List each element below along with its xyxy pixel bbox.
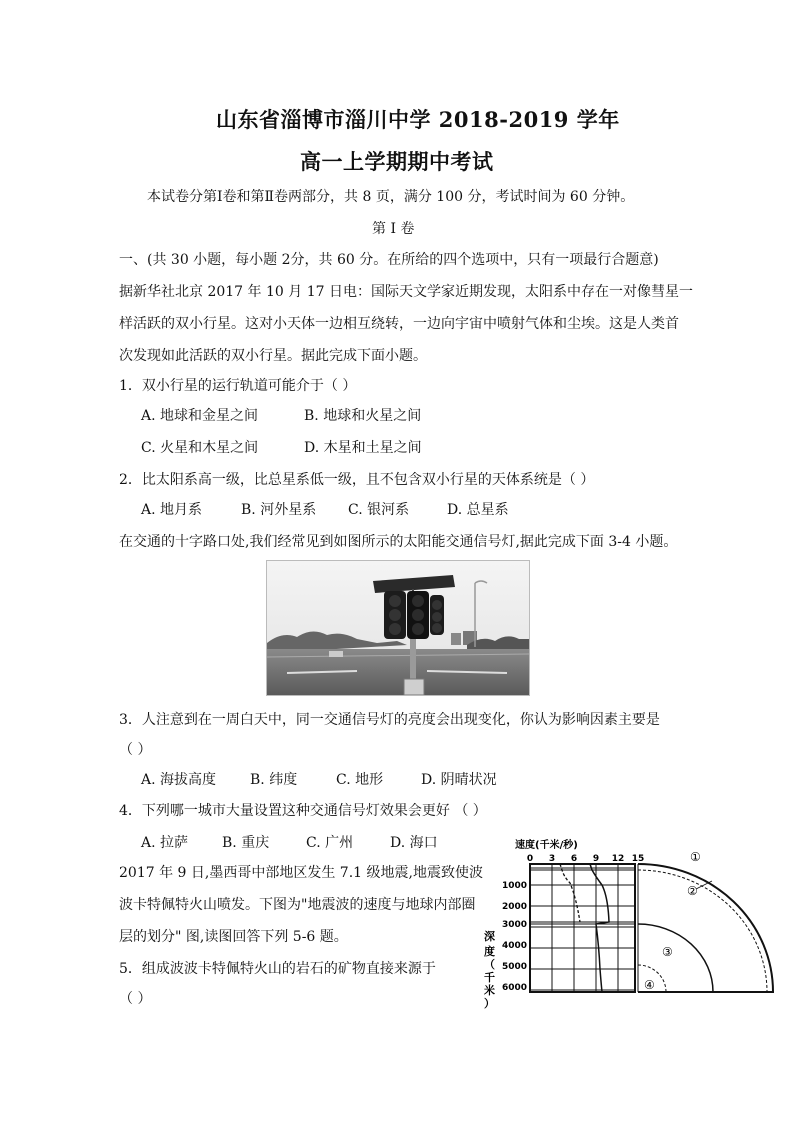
speed-tick: 0 <box>526 854 534 864</box>
q1-option-d: D. 木星和土星之间 <box>304 440 422 456</box>
question-3-stem: 3．人注意到在一周白天中，同一交通信号灯的亮度会出现变化，你认为影响因素主要是 <box>119 712 660 728</box>
q1-option-b: B. 地球和火星之间 <box>304 408 422 424</box>
question-5-stem: 5．组成波波卡特佩特火山的岩石的矿物直接来源于 <box>119 961 436 977</box>
depth-axis-label: 度 <box>484 945 495 958</box>
speed-depth-grid <box>530 864 638 992</box>
question-3-answer-blank: （ ） <box>119 742 152 758</box>
q4-option-c: C. 广州 <box>306 835 354 851</box>
layer-mark-2: ② <box>687 884 698 898</box>
passage-earthquake: 波卡特佩特火山喷发。下图为"地震波的速度与地球内部圈 <box>119 897 476 913</box>
volume-label: 第 Ⅰ 卷 <box>372 221 415 237</box>
q2-option-c: C. 银河系 <box>348 502 410 518</box>
q4-option-d: D. 海口 <box>390 835 438 851</box>
depth-axis-label: 千 <box>484 971 495 984</box>
passage-line: 次发现如此活跃的双小行星。据此完成下面小题。 <box>119 348 427 364</box>
q4-option-a: A. 拉萨 <box>141 835 189 851</box>
speed-tick: 9 <box>592 854 600 864</box>
title-line-2: 高一上学期期中考试 <box>300 149 494 174</box>
traffic-light-photo <box>266 560 530 696</box>
question-4-stem: 4．下列哪一城市大量设置这种交通信号灯效果会更好 （ ） <box>119 803 487 819</box>
depth-axis-label: 米 <box>484 984 495 997</box>
depth-tick: 4000 <box>501 941 527 951</box>
q1-option-a: A. 地球和金星之间 <box>141 408 259 424</box>
q3-option-c: C. 地形 <box>336 772 384 788</box>
speed-tick: 12 <box>611 854 625 864</box>
q3-option-a: A. 海拔高度 <box>141 772 217 788</box>
p-wave-curve <box>590 864 609 992</box>
depth-tick: 5000 <box>501 962 527 972</box>
speed-tick: 3 <box>548 854 556 864</box>
passage-earthquake: 2017 年 9 日,墨西哥中部地区发生 7.1 级地震,地震致使波 <box>119 865 483 881</box>
passage-traffic-light: 在交通的十字路口处,我们经常见到如图所示的太阳能交通信号灯,据此完成下面 3-4 小题。 <box>119 534 678 550</box>
layer-mark-4: ④ <box>644 978 655 992</box>
layer-mark-1: ① <box>690 850 701 864</box>
q2-option-d: D. 总星系 <box>447 502 509 518</box>
q2-option-b: B. 河外星系 <box>241 502 317 518</box>
question-5-answer-blank: （ ） <box>119 991 152 1007</box>
earth-layers-diagram <box>638 864 774 992</box>
section-heading: 一、(共 30 小题，每小题 2分，共 60 分。在所给的四个选项中，只有一项最行合题意) <box>119 252 659 268</box>
q2-option-a: A. 地月系 <box>141 502 203 518</box>
depth-tick: 3000 <box>501 920 527 930</box>
solar-traffic-light-icon <box>267 561 529 695</box>
title-line-1: 山东省淄博市淄川中学 2018-2019 学年 <box>216 107 620 132</box>
passage-line: 样活跃的双小行星。这对小天体一边相互绕转，一边向宇宙中喷射气体和尘埃。这是人类首 <box>119 316 679 332</box>
passage-line: 据新华社北京 2017 年 10 月 17 日电：国际天文学家近期发现，太阳系中存在一对像彗星一 <box>119 284 693 300</box>
passage-earthquake: 层的划分" 图,读图回答下列 5-6 题。 <box>119 929 348 945</box>
q4-option-b: B. 重庆 <box>222 835 270 851</box>
depth-axis-label: ） <box>484 997 495 1010</box>
q1-option-c: C. 火星和木星之间 <box>141 440 259 456</box>
q3-option-b: B. 纬度 <box>250 772 298 788</box>
speed-tick: 15 <box>631 854 645 864</box>
depth-axis-label: （ <box>484 958 495 971</box>
q3-option-d: D. 阴晴状况 <box>421 772 497 788</box>
seismic-wave-figure <box>478 837 778 1012</box>
depth-tick: 1000 <box>501 881 527 891</box>
depth-tick: 2000 <box>501 902 527 912</box>
speed-axis-label: 速度(千米/秒) <box>515 840 578 851</box>
exam-instructions: 本试卷分第Ⅰ卷和第Ⅱ卷两部分，共 8 页，满分 100 分，考试时间为 60 分钟。 <box>147 189 635 205</box>
depth-tick: 6000 <box>501 983 527 993</box>
s-wave-curve <box>560 864 580 922</box>
question-2-stem: 2．比太阳系高一级，比总星系低一级，且不包含双小行星的天体系统是（ ） <box>119 472 595 488</box>
depth-axis-label: 深 <box>484 930 495 943</box>
layer-mark-3: ③ <box>662 945 673 959</box>
speed-tick: 6 <box>570 854 578 864</box>
question-1-stem: 1．双小行星的运行轨道可能介于（ ） <box>119 378 357 394</box>
